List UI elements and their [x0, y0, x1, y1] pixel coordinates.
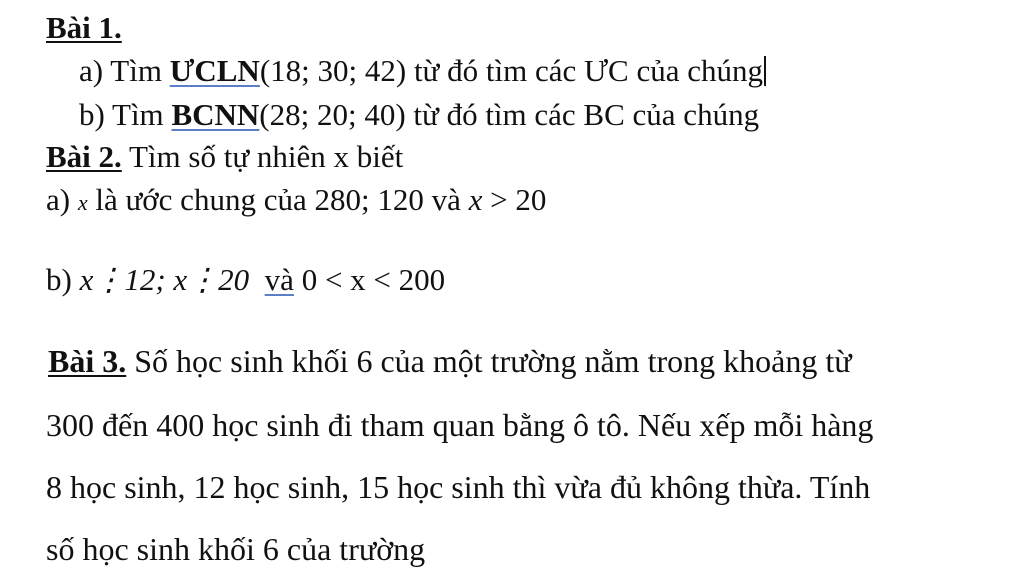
bai1-b-args: (28; 20; 40) — [259, 97, 406, 132]
bai1-question-b — [79, 99, 759, 130]
bai1-question-a — [79, 55, 766, 86]
bai1-b-rest: từ đó tìm các BC của chúng — [405, 97, 760, 132]
bai1-b-keyword: BCNN — [171, 97, 260, 132]
bai1-heading-line — [46, 12, 122, 43]
bai3-heading: Bài 3. — [48, 343, 127, 379]
bai2-question-a — [46, 184, 546, 215]
bai2-b-range: 0 < x < 200 — [293, 262, 446, 297]
bai1-a-prefix: a) Tìm — [79, 53, 170, 88]
bai2-a-label: a) — [46, 182, 78, 217]
bai2-b-and: và — [264, 262, 294, 297]
bai1-heading: Bài 1. — [46, 10, 122, 45]
bai2-a-var: x — [77, 190, 88, 215]
bai2-question-b — [46, 264, 445, 295]
bai1-b-prefix: b) Tìm — [79, 97, 172, 132]
bai1-a-rest: từ đó tìm các ƯC của chúng — [406, 53, 763, 88]
bai3-text-1: Số học sinh khối 6 của một trường nằm trong khoảng từ — [126, 343, 852, 379]
bai2-a-cond-var: x — [468, 182, 483, 217]
bai1-a-keyword: ƯCLN — [169, 53, 260, 88]
bai2-a-cond: > 20 — [482, 182, 547, 217]
bai2-b-label: b) — [46, 262, 80, 297]
text-cursor — [764, 56, 766, 86]
bai2-b-cond1: x⋮12; x⋮20 — [79, 262, 250, 297]
bai3-line-1 — [48, 345, 852, 377]
bai3-line-2 — [46, 409, 873, 441]
bai3-text-4: số học sinh khối 6 của trường — [46, 531, 426, 567]
bai1-a-args: (18; 30; 42) — [259, 53, 407, 88]
bai3-line-4 — [46, 533, 425, 565]
bai2-heading: Bài 2. — [46, 139, 122, 174]
bai2-title: Tìm số tự nhiên x biết — [121, 139, 404, 174]
bai3-line-3 — [46, 471, 870, 503]
bai3-text-2: 300 đến 400 học sinh đi tham quan bằng ô tô. Nếu xếp mỗi hàng — [46, 407, 874, 443]
bai2-heading-line — [46, 141, 403, 172]
bai2-a-text: là ước chung của 280; 120 và — [87, 182, 469, 217]
bai3-text-3: 8 học sinh, 12 học sinh, 15 học sinh thì vừa đủ không thừa. Tính — [46, 469, 871, 505]
